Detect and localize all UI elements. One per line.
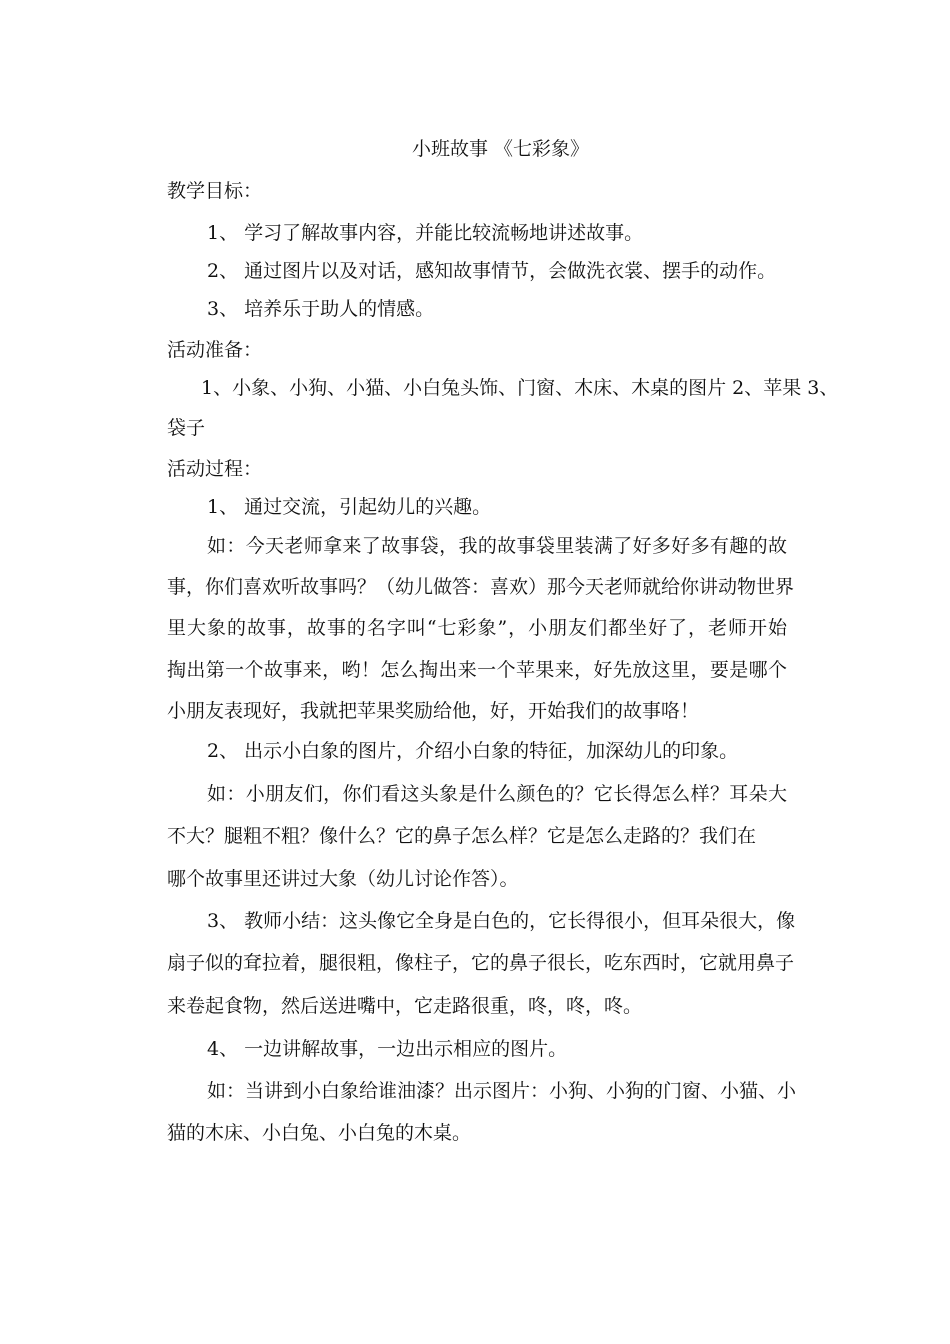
process-step-2: 2、 出示小白象的图片，介绍小白象的特征，加深幼儿的印象。 — [207, 740, 739, 762]
process-heading: 活动过程： — [167, 458, 263, 480]
paragraph-line: 如：今天老师拿来了故事袋，我的故事袋里装满了好多好多有趣的故 — [207, 535, 787, 557]
paragraph-line: 来卷起食物，然后送进嘴中，它走路很重，咚，咚，咚。 — [167, 995, 643, 1017]
prep-line-2: 袋子 — [167, 417, 206, 439]
paragraph-line: 哪个故事里还讲过大象（幼儿讨论作答）。 — [167, 868, 519, 890]
paragraph-line: 如：当讲到小白象给谁油漆？出示图片：小狗、小狗的门窗、小猫、小 — [207, 1080, 797, 1102]
paragraph-line: 猫的木床、小白兔、小白兔的木桌。 — [167, 1122, 472, 1144]
paragraph-line: 如：小朋友们，你们看这头象是什么颜色的？它长得怎么样？耳朵大 — [207, 783, 787, 805]
goal-item-2: 2、 通过图片以及对话，感知故事情节，会做洗衣裳、摆手的动作。 — [207, 260, 777, 282]
paragraph-line: 扇子似的耷拉着，腿很粗，像柱子，它的鼻子很长，吃东西时，它就用鼻子 — [167, 952, 795, 974]
process-step-3: 3、 教师小结：这头像它全身是白色的，它长得很小，但耳朵很大，像 — [207, 910, 796, 932]
paragraph-line: 不大？腿粗不粗？像什么？它的鼻子怎么样？它是怎么走路的？我们在 — [167, 825, 757, 847]
paragraph-line: 里大象的故事，故事的名字叫“七彩象”，小朋友们都坐好了，老师开始 — [167, 617, 787, 639]
process-step-1: 1、 通过交流，引起幼儿的兴趣。 — [207, 496, 492, 518]
prep-line-1: 1、小象、小狗、小猫、小白兔头饰、门窗、木床、木桌的图片 2、苹果 3、 — [201, 377, 839, 399]
goal-item-3: 3、 培养乐于助人的情感。 — [207, 298, 435, 320]
paragraph-line: 事，你们喜欢听故事吗？（幼儿做答：喜欢）那今天老师就给你讲动物世界 — [167, 576, 795, 598]
prep-heading: 活动准备： — [167, 339, 263, 361]
document-title: 小班故事 《七彩象》 — [412, 138, 590, 160]
goal-item-1: 1、 学习了解故事内容，并能比较流畅地讲述故事。 — [207, 222, 644, 244]
goals-heading: 教学目标： — [167, 180, 263, 202]
paragraph-line: 小朋友表现好，我就把苹果奖励给他，好，开始我们的故事咯！ — [167, 700, 700, 722]
paragraph-line: 掏出第一个故事来，哟！怎么掏出来一个苹果来，好先放这里，要是哪个 — [167, 659, 787, 681]
process-step-4: 4、 一边讲解故事，一边出示相应的图片。 — [207, 1038, 568, 1060]
